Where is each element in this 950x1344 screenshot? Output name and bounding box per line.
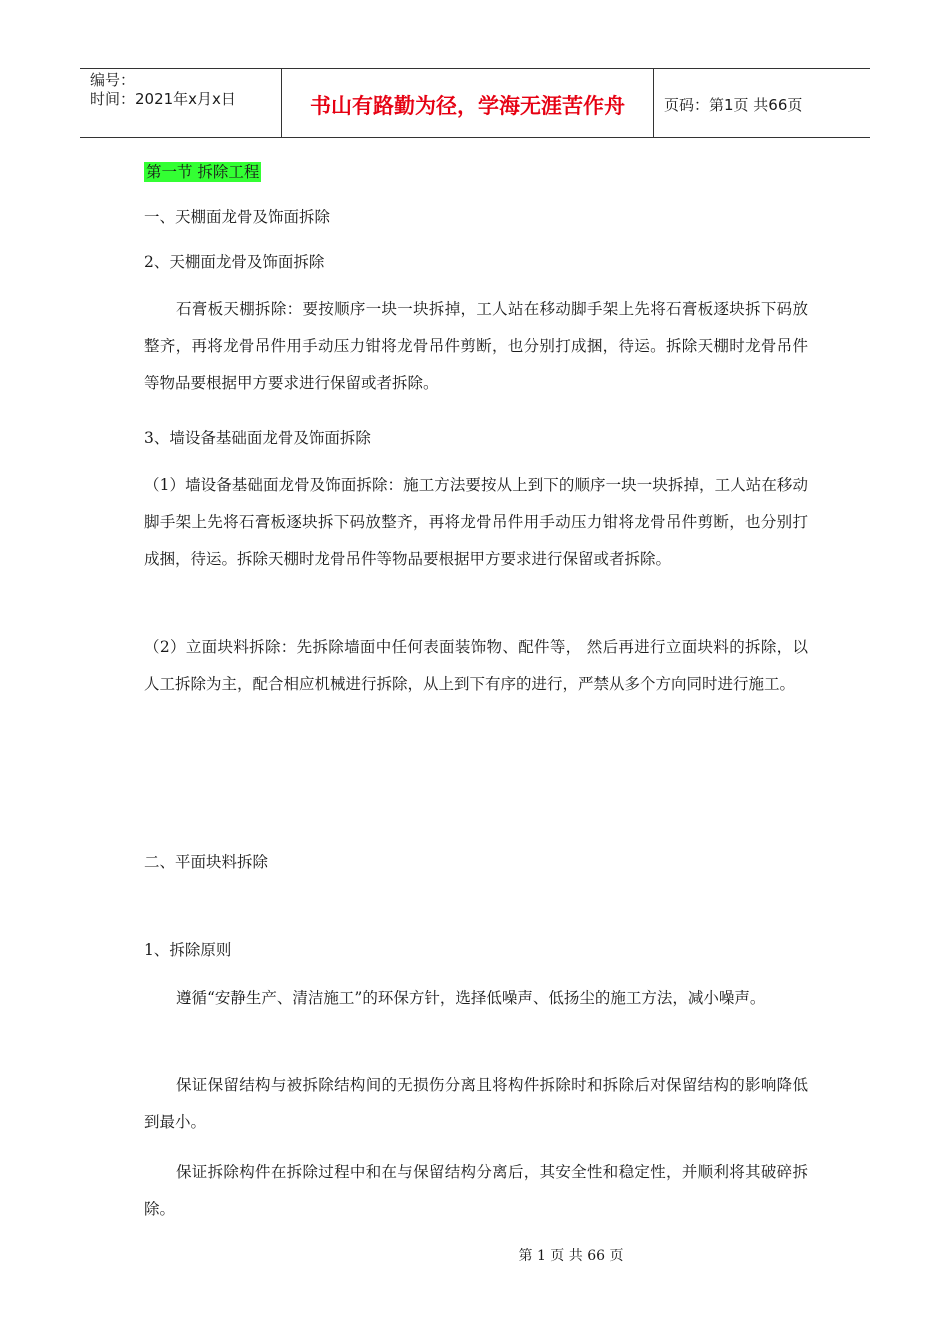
paragraph-4: 遵循“安静生产、清洁施工”的环保方针，选择低噪声、低扬尘的施工方法，减小噪声。 (176, 989, 766, 1007)
page-header (80, 68, 870, 138)
paragraph-1: 石膏板天棚拆除：要按顺序一块一块拆掉，工人站在移动脚手架上先将石膏板逐块拆下码放整齐，再将龙骨吊件用手动压力钳将龙骨吊件剪断，也分别打成捆，待运。拆除天棚时龙骨吊件等物品要根据甲方要求进行保留或者拆除。 (144, 300, 808, 392)
paragraph-5: 保证保留结构与被拆除结构间的无损伤分离且将构件拆除时和拆除后对保留结构的影响降低到最小。 (144, 1076, 808, 1131)
date-label: 时间：2021年x月x日 (90, 90, 236, 108)
heading-1-3: 3、墙设备基础面龙骨及饰面拆除 (144, 429, 371, 447)
heading-2-1: 1、拆除原则 (144, 941, 232, 959)
header-page-label: 页码：第1页 共66页 (664, 95, 803, 114)
section-title: 第一节 拆除工程 (146, 163, 260, 181)
number-label: 编号： (90, 71, 136, 89)
paragraph-2: （1）墙设备基础面龙骨及饰面拆除：施工方法要按从上到下的顺序一块一块拆掉，工人站在移动脚手架上先将石膏板逐块拆下码放整齐，再将龙骨吊件用手动压力钳将龙骨吊件剪断，也分别打成捆，待运。拆除天棚时龙骨吊件等物品要根据甲方要求进行保留或者拆除。 (144, 476, 808, 568)
paragraph-6: 保证拆除构件在拆除过程中和在与保留结构分离后，其安全性和稳定性，并顺利将其破碎拆除。 (144, 1163, 808, 1218)
heading-1: 一、天棚面龙骨及饰面拆除 (144, 208, 331, 226)
paragraph-3: （2）立面块料拆除：先拆除墙面中任何表面装饰物、配件等， 然后再进行立面块料的拆除，以人工拆除为主，配合相应机械进行拆除，从上到下有序的进行，严禁从多个方向同时进行施工。 (144, 638, 808, 693)
header-motto: 书山有路勤为径，学海无涯苦作舟 (282, 69, 654, 137)
heading-1-2: 2、天棚面龙骨及饰面拆除 (144, 253, 325, 271)
heading-2: 二、平面块料拆除 (144, 853, 269, 871)
page-footer: 第 1 页 共 66 页 (518, 1248, 624, 1264)
header-meta-cell (80, 69, 282, 137)
